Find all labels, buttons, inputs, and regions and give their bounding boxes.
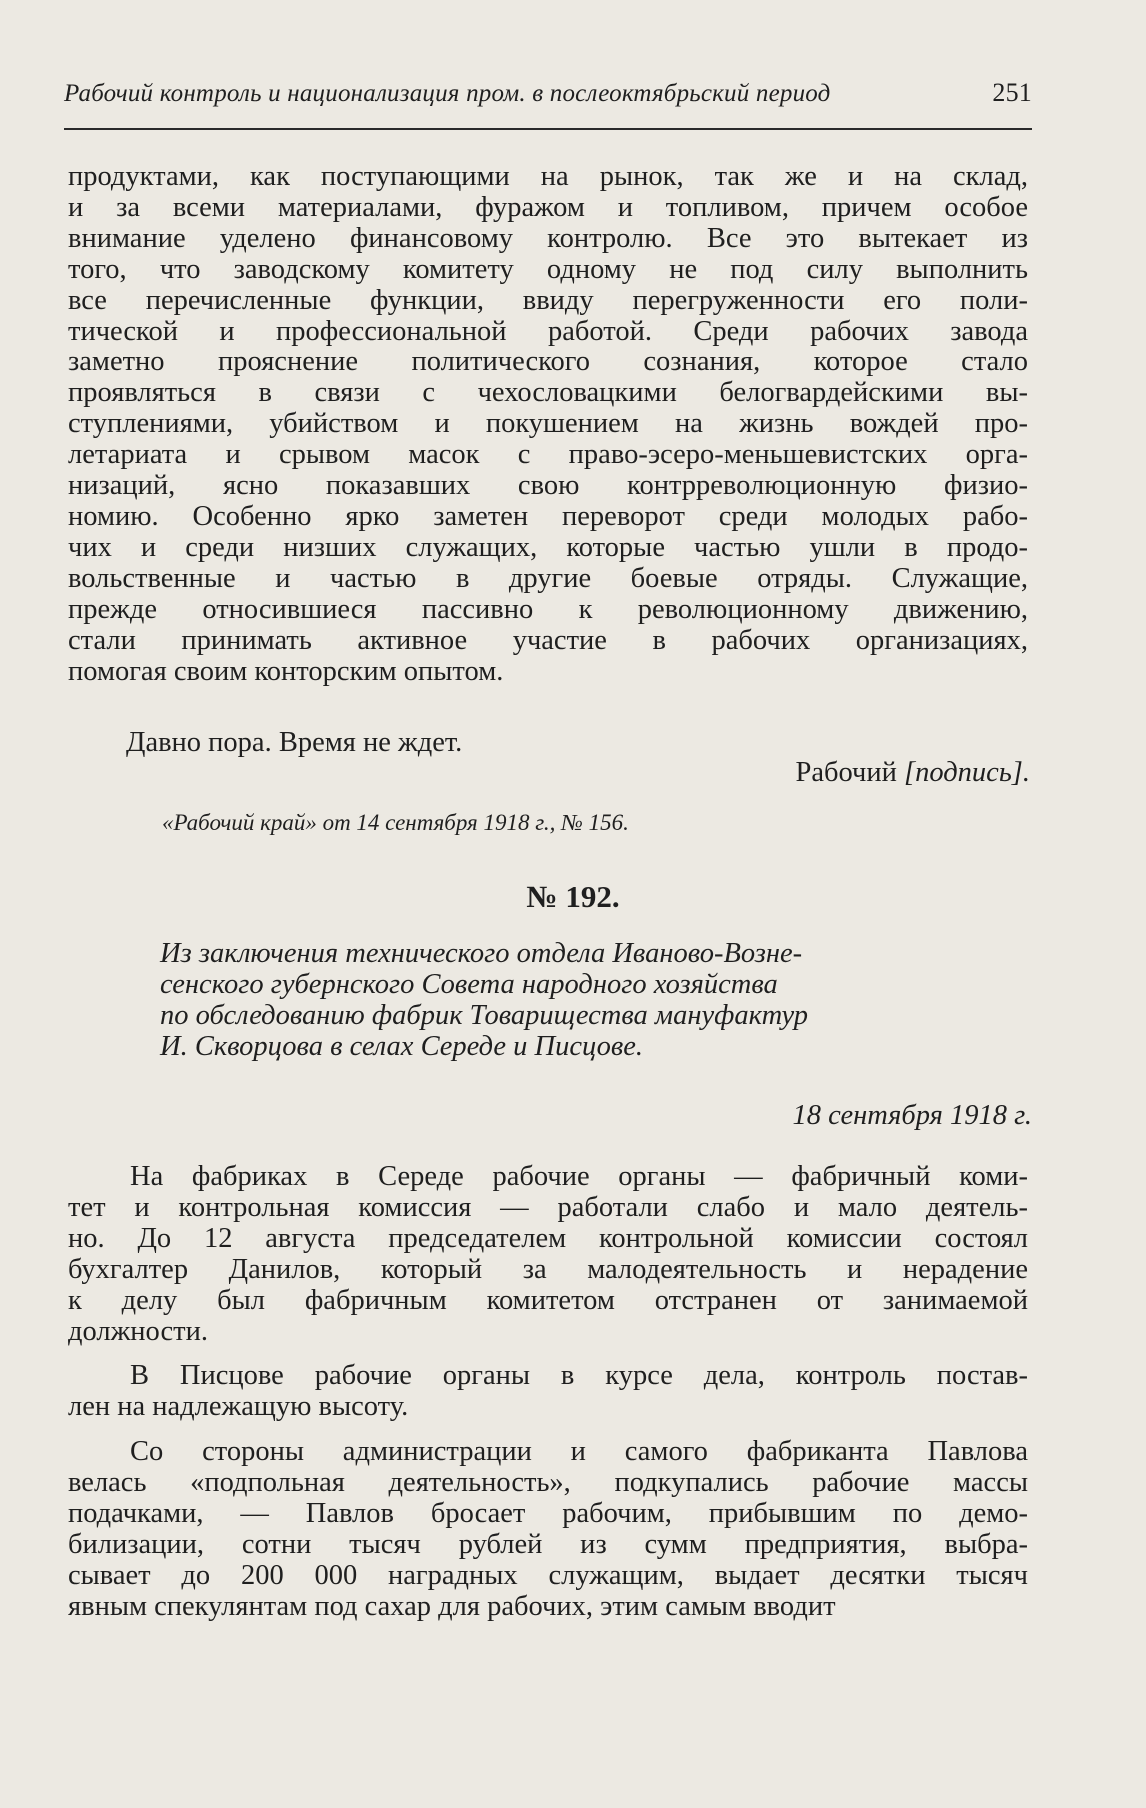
running-title: Рабочий контроль и национализация пром. в послеоктябрьский период [64,80,831,107]
body-paragraph [68,1437,1028,1622]
text-line: Со стороны администрации и самого фабриканта Павлова [130,1436,1028,1468]
text-line: тической и профессиональной работой. Среди рабочих завода [68,315,1028,347]
text-line: вольственные и частью в другие боевые отряды. Служащие, [68,562,1028,594]
text-line: номию. Особенно ярко заметен переворот среди молодых рабо- [68,500,1028,532]
text-line: но. До 12 августа председателем контрольной комиссии состоял [68,1222,1028,1254]
text-line: На фабриках в Середе рабочие органы — фабричный коми- [130,1161,1028,1192]
document-number: № 192. [526,879,620,914]
text-line: низаций, ясно показавших свою контрреволюционную физио- [68,470,1028,502]
signature [796,757,1030,789]
text-line: ступлениями, убийством и покушением на жизнь вождей про- [68,408,1028,440]
signature-name: Рабочий [795,757,897,788]
text-line: и за всеми материалами, фуражом и топливом, причем особое [68,191,1028,223]
closing-line: Давно пора. Время не ждет. [126,727,463,758]
text-line: велась «подпольная деятельность», подкупались рабочие массы [68,1467,1028,1499]
title-line: И. Скворцова в селах Середе и Писцове. [160,1031,644,1062]
title-line: по обследованию фабрик Товарищества мануфактур [160,1000,808,1031]
text-line: В Писцове рабочие органы в курсе дела, контроль постав- [130,1360,1028,1392]
text-line: должности. [68,1315,208,1347]
title-line: сенского губернского Совета народного хозяйства [160,969,778,1000]
text-line: тет и контрольная комиссия — работали слабо и мало деятель- [68,1191,1028,1223]
text-line: прежде относившиеся пассивно к революционному движению, [68,593,1028,625]
body-paragraph [68,1162,1028,1347]
text-line: продуктами, как поступающими на рынок, так же и на склад, [68,161,1028,192]
text-line: все перечисленные функции, ввиду перегруженности его поли- [68,284,1028,316]
text-line: заметно прояснение политического сознания, которое стало [68,346,1028,378]
source-citation: «Рабочий край» от 14 сентября 1918 г., № 156. [162,810,629,835]
signature-mark: [подпись]. [904,757,1030,788]
text-line: билизации, сотни тысяч рублей из сумм предприятия, выбра- [68,1528,1028,1560]
text-line: проявляться в связи с чехословацкими белогвардейскими вы- [68,377,1028,409]
text-line: к делу был фабричным комитетом отстранен от занимаемой [68,1284,1028,1316]
header-rule [64,128,1032,130]
page-number: 251 [992,78,1032,107]
title-line: Из заключения технического отдела Иваново-Возне- [160,938,803,969]
text-line: явным спекулянтам под сахар для рабочих, этим самым вводит [68,1590,836,1622]
text-line: подачками, — Павлов бросает рабочим, прибывшим по демо- [68,1498,1028,1530]
text-line: лен на надлежащую высоту. [68,1391,409,1423]
text-line: чих и среди низших служащих, которые частью ушли в продо- [68,531,1028,563]
document-body [68,1162,1028,1637]
text-line: бухгалтер Данилов, который за малодеятельность и нерадение [68,1253,1028,1285]
text-line: стали принимать активное участие в рабочих организациях, [68,624,1028,656]
body-paragraph [68,1361,1028,1423]
text-line: внимание уделено финансовому контролю. Все это вытекает из [68,222,1028,254]
document-date: 18 сентября 1918 г. [792,1100,1032,1131]
text-line: летариата и срывом масок с право-эсеро-меньшевистских орга- [68,439,1028,471]
text-line: того, что заводскому комитету одному не под силу выполнить [68,253,1028,285]
document-title [160,938,960,1062]
text-line: сывает до 200 000 наградных служащим, выдает десятки тысяч [68,1559,1028,1591]
paragraph-continued [68,162,1028,687]
text-line: помогая своим конторским опытом. [68,655,504,687]
running-header [64,78,1032,108]
